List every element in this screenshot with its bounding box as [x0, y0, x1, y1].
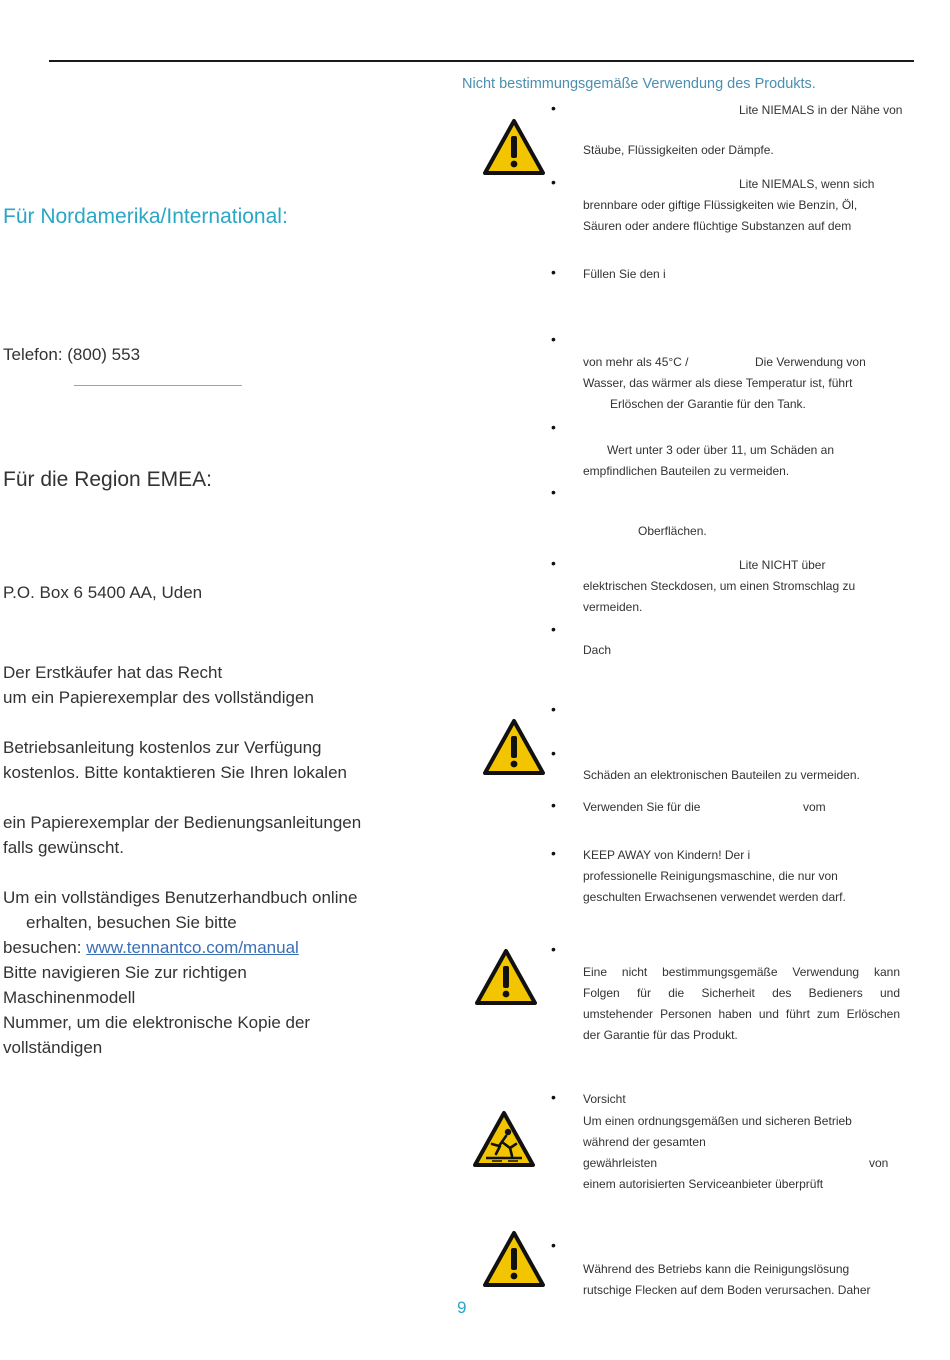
- po-box-text: P.O. Box 6 5400 AA, Uden: [3, 583, 203, 602]
- warning-triangle-icon: [482, 718, 546, 776]
- item-text: Dach: [583, 643, 612, 657]
- visit-prefix: besuchen:: [3, 938, 87, 957]
- warning-triangle-icon: [482, 118, 546, 176]
- manual-link[interactable]: www.tennantco.com/manual: [86, 938, 299, 957]
- paper-copy-line-4: kostenlos. Bitte kontaktieren Sie Ihren lokalen: [3, 763, 347, 782]
- item-text: rutschige Flecken auf dem Boden verursachen. Daher: [583, 1283, 871, 1297]
- phone-text: Telefon: (800) 553: [3, 345, 141, 364]
- item-text: gewährleisten: [583, 1156, 658, 1170]
- paragraph-line: der Garantie für das Produkt.: [583, 1028, 738, 1042]
- bullet: •: [551, 1237, 556, 1253]
- item-text: von: [869, 1156, 889, 1170]
- item-text: Füllen Sie den i: [583, 267, 666, 281]
- bullet: •: [551, 1089, 556, 1105]
- navigate-line-3: Nummer, um die elektronische Kopie der: [3, 1013, 311, 1032]
- item-text: KEEP AWAY von Kindern! Der i: [583, 848, 751, 862]
- item-text: einem autorisierten Serviceanbieter überprüft: [583, 1177, 824, 1191]
- item-text: Erlöschen der Garantie für den Tank.: [610, 397, 806, 411]
- item-text: Wasser, das wärmer als diese Temperatur ist, führt: [583, 376, 853, 390]
- bullet: •: [551, 941, 556, 957]
- item-text: Vorsicht: [583, 1092, 626, 1106]
- visit-line: [3, 935, 299, 960]
- paper-copy-line-2: um ein Papierexemplar des vollständigen: [3, 688, 314, 707]
- warning-triangle-icon: [482, 1230, 546, 1288]
- item-text: elektrischen Steckdosen, um einen Stromschlag zu: [583, 579, 856, 593]
- item-text: professionelle Reinigungsmaschine, die nur von: [583, 869, 838, 883]
- item-text: brennbare oder giftige Flüssigkeiten wie Benzin, Öl,: [583, 198, 858, 212]
- bullet: •: [551, 797, 556, 813]
- item-text: vermeiden.: [583, 600, 643, 614]
- header-rule: [49, 60, 914, 62]
- paper-copy-line-1: Der Erstkäufer hat das Recht: [3, 663, 223, 682]
- item-text: während der gesamten: [583, 1135, 706, 1149]
- item-text: Lite NIEMALS in der Nähe von: [739, 103, 903, 117]
- misuse-heading: Nicht bestimmungsgemäße Verwendung des Produkts.: [462, 76, 816, 92]
- item-text: Um einen ordnungsgemäßen und sicheren Betrieb: [583, 1114, 852, 1128]
- page-number: 9: [457, 1298, 467, 1317]
- north-america-heading: Für Nordamerika/International:: [3, 205, 288, 228]
- item-text: Lite NIEMALS, wenn sich: [739, 177, 875, 191]
- bullet: •: [551, 555, 556, 571]
- underline-rule: [74, 385, 242, 386]
- bullet: •: [551, 264, 556, 280]
- item-text: Stäube, Flüssigkeiten oder Dämpfe.: [583, 143, 774, 157]
- bullet: •: [551, 331, 556, 347]
- paragraph-line: Eine nicht bestimmungsgemäße Verwendung kann: [583, 965, 900, 979]
- paper-copy-line-6: falls gewünscht.: [3, 838, 124, 857]
- item-text: von mehr als 45°C /: [583, 355, 689, 369]
- bullet: •: [551, 745, 556, 761]
- item-text: empfindlichen Bauteilen zu vermeiden.: [583, 464, 790, 478]
- item-text: vom: [803, 800, 826, 814]
- item-text: Während des Betriebs kann die Reinigungslösung: [583, 1262, 850, 1276]
- bullet: •: [551, 174, 556, 190]
- navigate-line-4: vollständigen: [3, 1038, 103, 1057]
- online-manual-line-1: Um ein vollständiges Benutzerhandbuch online: [3, 888, 358, 907]
- item-text: Lite NICHT über: [739, 558, 826, 572]
- bullet: •: [551, 484, 556, 500]
- warning-triangle-icon: [474, 948, 538, 1006]
- navigate-line-2: Maschinenmodell: [3, 988, 136, 1007]
- bullet: •: [551, 419, 556, 435]
- online-manual-line-2: erhalten, besuchen Sie bitte: [26, 913, 237, 932]
- item-text: Schäden an elektronischen Bauteilen zu vermeiden.: [583, 768, 860, 782]
- bullet: •: [551, 100, 556, 116]
- item-text: Oberflächen.: [638, 524, 707, 538]
- slippery-floor-icon: [472, 1110, 536, 1168]
- paragraph-line: Folgen für die Sicherheit des Bedieners und: [583, 986, 900, 1000]
- item-text: Säuren oder andere flüchtige Substanzen auf dem: [583, 219, 852, 233]
- item-text: Wert unter 3 oder über 11, um Schäden an: [607, 443, 835, 457]
- emea-heading: Für die Region EMEA:: [3, 468, 212, 491]
- misuse-warning-paragraph: [583, 962, 900, 1046]
- bullet: •: [551, 701, 556, 717]
- bullet: •: [551, 845, 556, 861]
- bullet: •: [551, 621, 556, 637]
- paper-copy-line-5: ein Papierexemplar der Bedienungsanleitungen: [3, 813, 362, 832]
- paragraph-line: umstehender Personen haben und führt zum Erlöschen: [583, 1007, 900, 1021]
- item-text: geschulten Erwachsenen verwendet werden darf.: [583, 890, 846, 904]
- item-text: Die Verwendung von: [755, 355, 866, 369]
- paper-copy-line-3: Betriebsanleitung kostenlos zur Verfügung: [3, 738, 322, 757]
- navigate-line-1: Bitte navigieren Sie zur richtigen: [3, 963, 247, 982]
- item-text: Verwenden Sie für die: [583, 800, 701, 814]
